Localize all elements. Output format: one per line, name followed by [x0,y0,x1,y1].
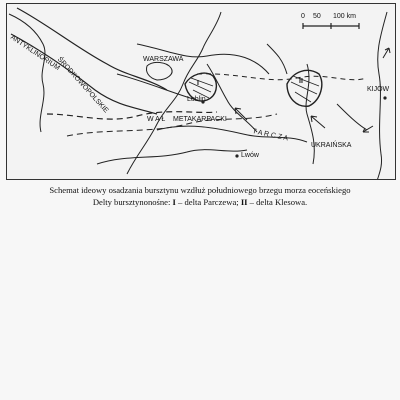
caption-mid: – delta Parczewa; [175,197,241,207]
warszawa-outline [146,62,172,80]
map-figure [6,3,396,180]
label-lwow: Lwów [241,152,259,159]
kijow-marker [383,96,386,99]
caption-roman-ii: II [240,197,248,207]
antyklinorium-outline [17,8,167,90]
label-antyklinorium: ANTYKLINORIUM [9,34,61,72]
delta-parczew-hatch [189,78,213,98]
river-dnieper [306,64,314,164]
label-wal: W A Ł [147,116,166,123]
caption-prefix: Delty bursztynonośne: [92,197,173,207]
label-lublin: Lublin [187,96,206,103]
caption-suffix: – delta Klesowa. [247,197,308,207]
label-delta-i: I [197,80,199,87]
arrow-4 [383,48,390,58]
caption-line-2 [0,196,400,208]
figure-caption [0,184,400,208]
label-metakarpacki: METAKARPACKI [173,116,227,123]
river-small-2 [337,104,367,130]
label-ukrainska: UKRAIŃSKA [311,142,352,149]
label-kijow: KIJÓW [367,86,390,93]
river-lower [97,150,247,164]
caption-line-1: Schemat ideowy osadzania bursztynu wzdłuż południowego brzegu morza eoceńskiego [49,185,351,195]
map-drawing [7,4,396,180]
antyklinorium-outline-2 [11,34,157,114]
river-small-1 [267,44,287,74]
arrow-3 [363,126,373,132]
scale-label-0: 0 [301,13,305,20]
scale-label-50: 50 [313,13,321,20]
dashed-boundary-2 [67,114,277,136]
scale-label-100: 100 km [333,13,356,20]
lwow-marker [235,154,238,157]
dashed-boundary-3 [197,74,367,80]
label-delta-ii: II [299,78,303,85]
delta-klesow-hatch [291,76,319,102]
caption-roman-i: I [172,197,176,207]
scale-bar [303,23,359,29]
arrow-2 [311,116,325,128]
label-srodkowopolskie: ŚRODKOWOPOLSKIE [55,56,110,115]
river-east [377,12,387,180]
coastline-path [9,14,45,132]
label-warszawa: WARSZAWA [143,56,184,63]
label-tarcza: T A R C Z A [251,128,289,143]
